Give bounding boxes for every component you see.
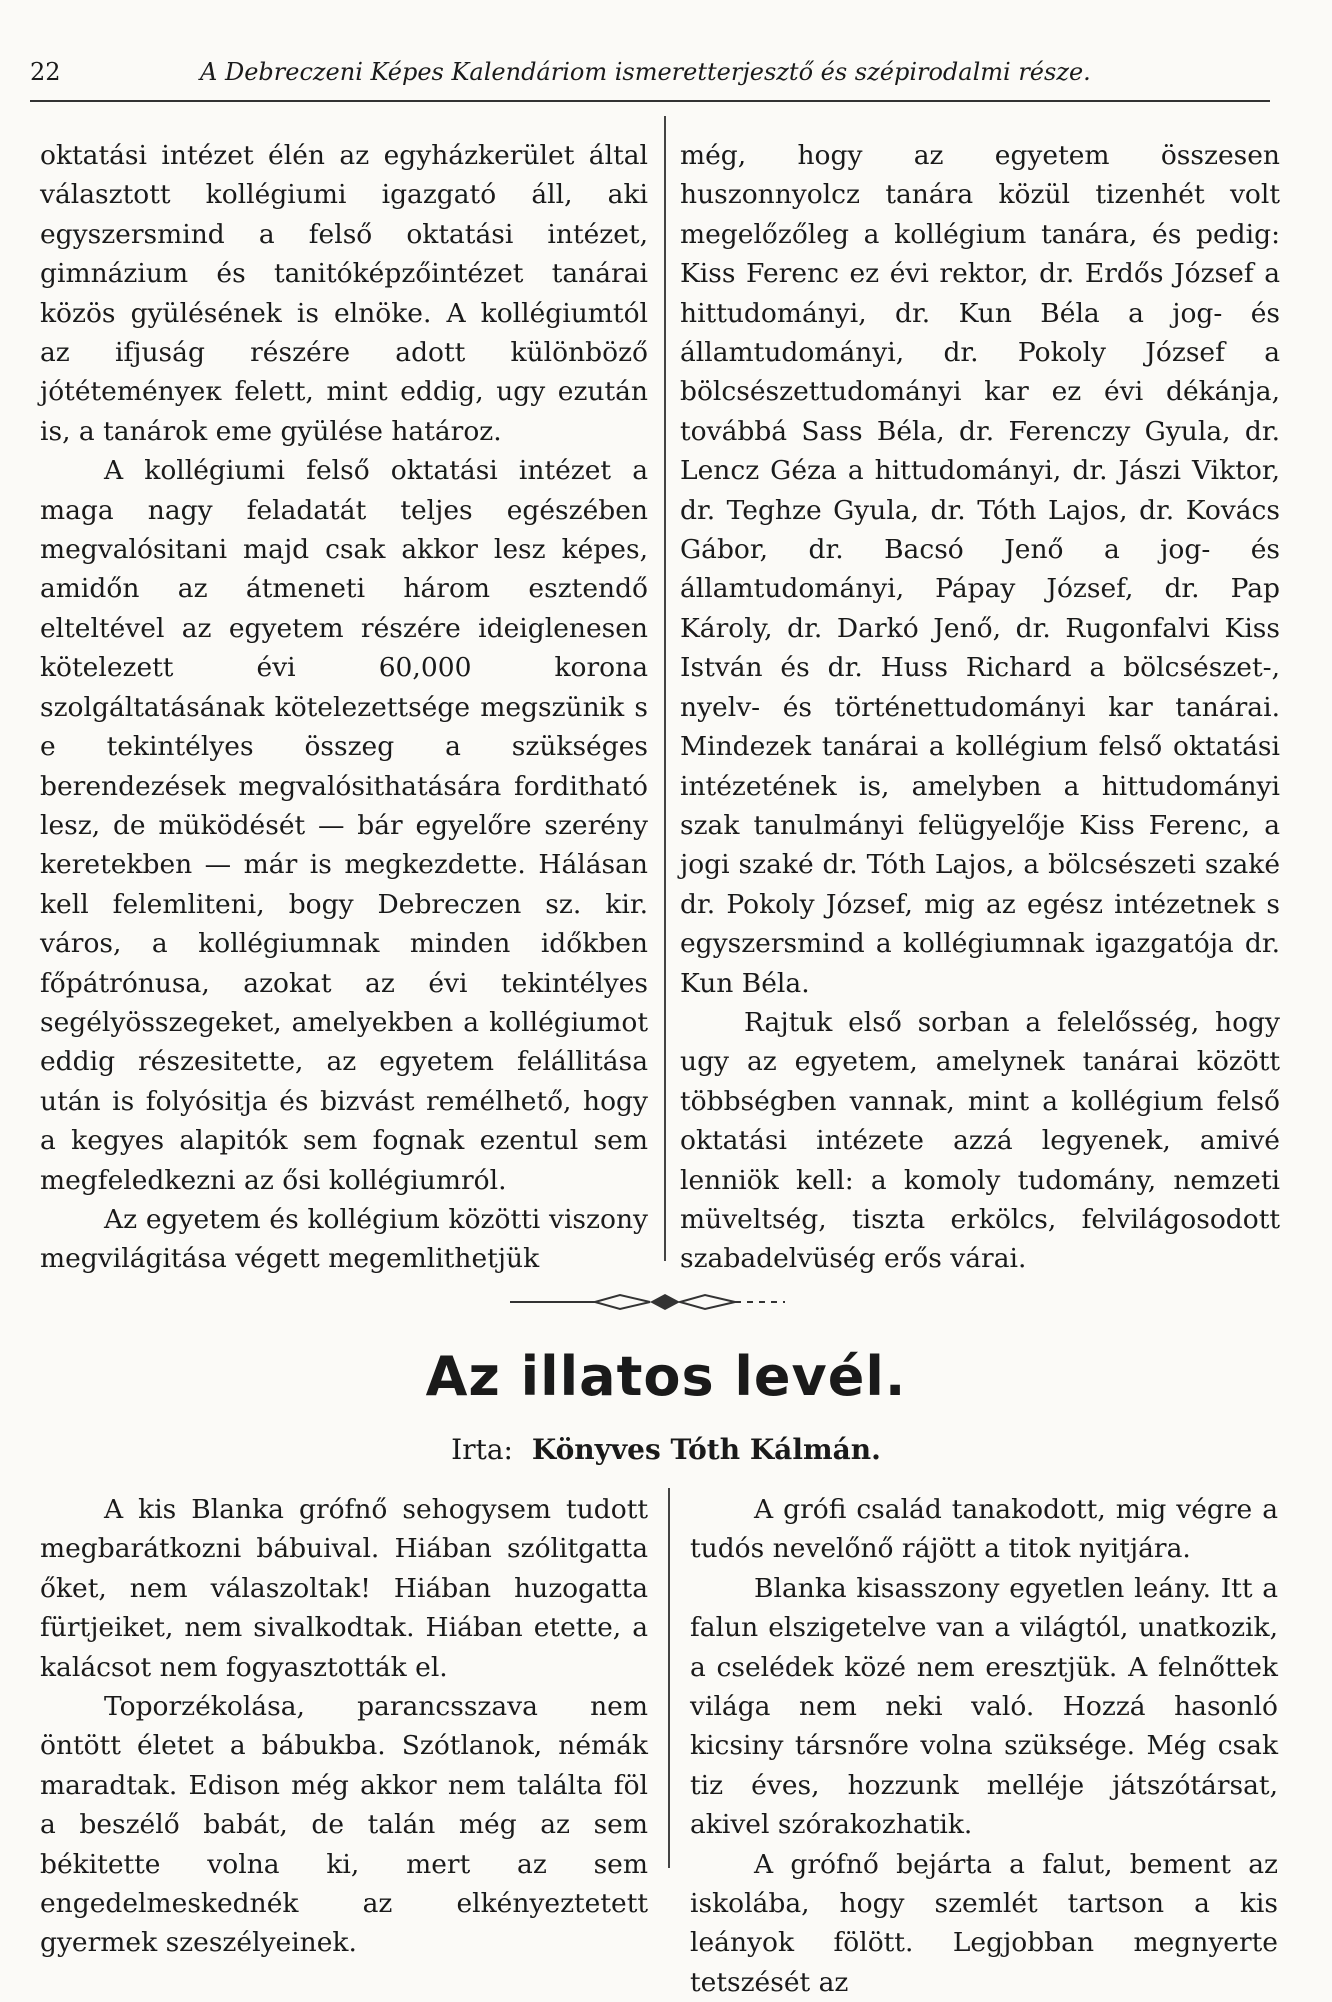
- article-paragraph: oktatási intézet élén az egyházkerület által választott kollégiumi igazgató áll, aki egyszersmind a felső oktatási intézet, gimnázium és tanitóképzőintézet tanárai közös gyülésének is elnöke. A kollégiumtól az ifjuság részére adott különböző jótéteményeк felett, mint eddig, ugy ezután is, a tanárok eme gyülése határoz.: [40, 140, 648, 447]
- page-number: 22: [30, 58, 61, 86]
- story-right-column: [690, 1490, 1278, 2002]
- article-paragraph: Rajtuk első sorban a felelősség, hogy ugy az egyetem, amelynek tanárai között többségben vannak, mint a kollégium felső oktatási intézete azzá legyenek, amivé lenniök kell: a komoly tudomány, nemzeti müveltség, tiszta erkölcs, felvilágosodott szabadelvüség erős várai.: [680, 1006, 1280, 1275]
- story-paragraph: A grófi család tanakodott, mig végre a tudós nevelőnő rájött a titok nyitjára.: [690, 1494, 1278, 1565]
- article-right-column: [680, 136, 1280, 1279]
- header-rule: [30, 100, 1270, 102]
- story-paragraph: Toporzékolása, parancsszava nem öntött életet a bábukba. Szótlanok, némák maradtak. Edison még akkor nem találta föl a beszélő babát, de talán még az sem békitette volna ki, mert az sem engedelmeskednék az elkényeztetett gyermek szeszélyeinek.: [40, 1691, 648, 1959]
- byline-label: Irta:: [451, 1433, 513, 1466]
- page-header: [30, 58, 1270, 98]
- story-title: Az illatos levél.: [425, 1345, 907, 1408]
- article-paragraph: A kollégiumi felső oktatási intézet a maga nagy feladatát teljes egészében megvalósitani majd csak akkor lesz képes, amidőn az átmeneti három esztendő elteltével az egyetem részére ideiglenesen kötelezett évi 60,000 korona szolgáltatásának kötelezettsége megszünik s e tekintélyes összeg a szükséges berendezések megvalósithatására forditható lesz, de müködését — bár egyelőre szerény keretekben — már is megkezdette. Hálásan kell felemliteni, bogy Debreczen sz. kir. város, a kollégiumnak minden időkben főpátrónusa, azokat az évi tekintélyes segélyösszegeket, amelyekben a kollégiumot eddig részesitette, az egyetem felállitása után is folyósitja és bizvást remélhető, hogy a kegyes alapitók sem fognak ezentul sem megfeledkezni az ősi kollégiumról.: [40, 455, 648, 1196]
- story-paragraph: A kis Blanka grófnő sehogysem tudott megbarátkozni bábuival. Hiában szólitgatta őket, nem válaszoltak! Hiában huzogatta fürtjeiket, nem sivalkodtak. Hiában etette, a kalácsot nem fogyasztották el.: [40, 1494, 648, 1683]
- column-divider: [668, 1488, 670, 1868]
- ornament-divider: [500, 1290, 820, 1314]
- article-paragraph: Az egyetem és kollégium közötti viszony megvilágitása végett megemlithetjük: [40, 1203, 648, 1275]
- column-divider: [664, 116, 666, 1261]
- story-paragraph: A grófnő bejárta a falut, bement az iskolába, hogy szemlét tartson a kis leányok fölött. Legjobban megnyerte tetszését az: [690, 1848, 1278, 1998]
- story-left-column: [40, 1490, 648, 1963]
- author-name: Könyves Tóth Kálmán.: [531, 1433, 881, 1466]
- article-left-column: [40, 136, 648, 1279]
- byline: [0, 1433, 1332, 1466]
- running-title: A Debreczeni Képes Kalendáriom ismeretterjesztő és szépirodalmi része.: [200, 58, 1091, 86]
- article-paragraph: még, hogy az egyetem összesen huszonnyolcz tanára közül tizenhét volt megelőzőleg a kollégium tanára, és pedig: Kiss Ferenc ez évi rektor, dr. Erdős József a hittudományi, dr. Kun Béla a jog- és államtudományi, dr. Pokoly József a bölcsészettudományi kar ez évi dékánja, továbbá Sass Béla, dr. Ferenczy Gyula, dr. Lencz Géza a hittudományi, dr. Jászi Viktor, dr. Teghze Gyula, dr. Tóth Lajos, dr. Kovács Gábor, dr. Bacsó Jenő a jog- és államtudományi, Pápay József, dr. Pap Károly, dr. Darkó Jenő, dr. Rugonfalvi Kiss István és dr. Huss Richard a bölcsészet-, nyelv- és történettudományi kar tanárai. Mindezek tanárai a kollégium felső oktatási intézetének is, amelyben a hittudományi szak tanulmányi felügyelője Kiss Ferenc, a jogi szaké dr. Tóth Lajos, a bölcsészeti szaké dr. Pokoly József, mig az egész intézetnek s egyszersmind a kollégiumnak igazgatója dr. Kun Béla.: [680, 140, 1280, 999]
- story-paragraph: Blanka kisasszony egyetlen leány. Itt a falun elszigetelve van a világtól, unatkozik, a cselédek közé nem eresztjük. A felnőttek világa nem neki való. Hozzá hasonló kicsiny társnőre volna szüksége. Még csak tiz éves, hozzunk melléje játszótársat, akivel szórakozhatik.: [690, 1572, 1278, 1841]
